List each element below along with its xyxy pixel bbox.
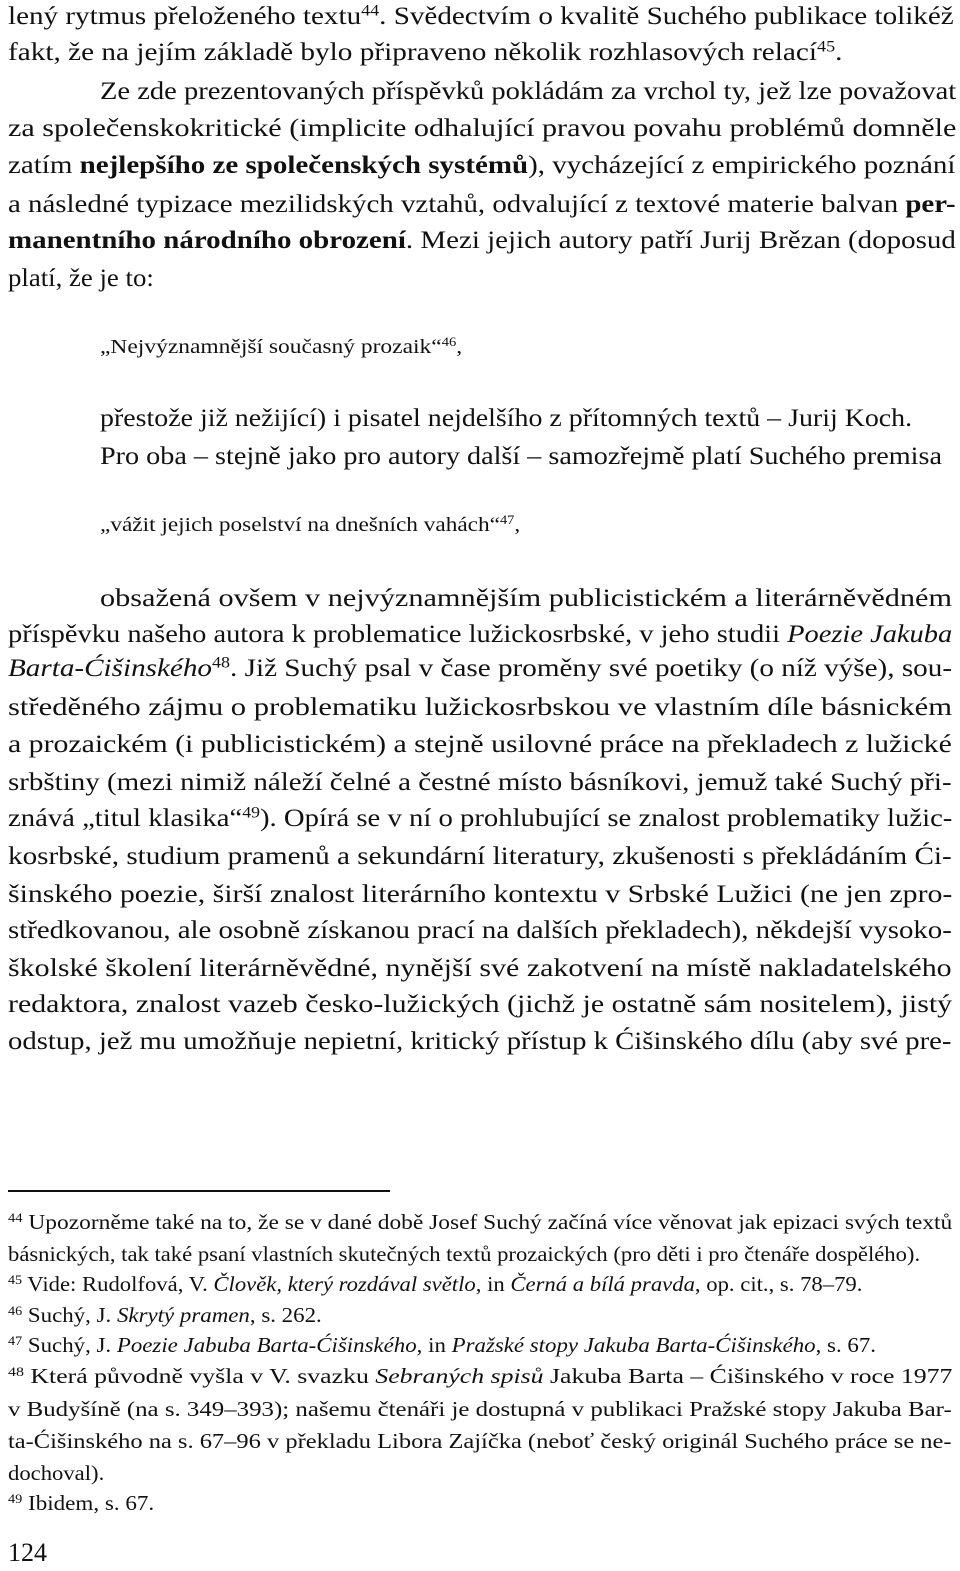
body-line (8, 191, 956, 217)
footnote-ref[interactable]: 47 (8, 1332, 23, 1348)
text-run: Která původně vyšla v V. svazku (23, 1364, 376, 1388)
text-run: per- (905, 189, 956, 218)
body-line (8, 694, 952, 720)
footnote-ref[interactable]: 46 (441, 335, 457, 350)
body-line (8, 39, 842, 65)
body-line (8, 731, 952, 757)
text-run: . Již Suchý psal v čase proměny své poetiky (o níž výše), sou- (230, 653, 953, 682)
text-run: lený rytmus přeloženého textu (8, 1, 362, 30)
body-line (100, 585, 952, 611)
text-run: Sebraných spisů (375, 1364, 544, 1388)
text-run: a následné typizace mezilidských vztahů, odvalující z textové materie balvan (8, 189, 906, 218)
text-run: šinského poezie, širší znalost literárního kontextu v Srbské Lužici (ne jen zpro- (8, 879, 953, 908)
footnote-line (8, 1209, 953, 1234)
footnote-ref[interactable]: 49 (8, 1490, 23, 1506)
body-line (8, 881, 952, 907)
text-run: Suchý, J. (22, 1303, 117, 1327)
text-run: fakt, že na jejím základě bylo připraveno několik rozhlasových relací (8, 37, 818, 66)
text-run: v Budyšíně (na s. 349–393); našemu čtenáři je dostupná v publikaci Pražské stopy Jakuba Bar- (8, 1397, 952, 1421)
text-run: přestože již nežijící) i pisatel nejdelšího z přítomných textů – Jurij Koch. (100, 403, 913, 432)
text-run: Černá a bílá pravda (510, 1272, 695, 1296)
body-line (8, 805, 952, 831)
body-line (8, 955, 952, 981)
text-run: Člověk, který rozdával světlo (213, 1272, 476, 1296)
footnote-line (8, 1302, 322, 1327)
text-run: . (835, 37, 843, 66)
footnote-rule (8, 1190, 390, 1192)
text-run: ta-Ćišinského na s. 67–96 v překladu Libora Zajíčka (neboť český originál Suchého práce se ne- (8, 1429, 952, 1453)
body-line (100, 443, 942, 469)
text-run: „Nejvýznamnější současný prozaik“ (100, 336, 442, 358)
body-line (8, 769, 952, 795)
footnote-ref[interactable]: 47 (499, 513, 515, 528)
text-run: znává „titul klasika“ (8, 803, 243, 832)
block-quote (100, 515, 520, 536)
text-run: redaktora, znalost vazeb česko-lužických (jichž je ostatně sám nositelem), jistý (8, 989, 953, 1018)
footnote-ref[interactable]: 44 (8, 1209, 23, 1225)
text-run: „vážit jejich poselství na dnešních vahách“ (100, 514, 500, 536)
text-run: odstup, jež mu umožňuje nepietní, kritický přístup k Ćišinského dílu (aby své pre- (8, 1026, 952, 1055)
text-run: , in (416, 1333, 452, 1357)
text-run: Poezie Jabuba Barta-Ćišinského (116, 1333, 417, 1357)
footnote-ref[interactable]: 48 (212, 654, 231, 672)
text-run: , op. cit., s. 78–79. (694, 1272, 863, 1296)
text-run: a prozaickém (i publicistickém) a stejně usilovné práce na překladech z lužické (8, 729, 952, 758)
footnote-ref[interactable]: 49 (242, 804, 260, 822)
body-line (8, 3, 954, 29)
footnote-line (8, 1332, 876, 1357)
body-line (8, 115, 956, 141)
text-run: Barta-Ćišinského (8, 653, 213, 682)
text-run: ), vycházející z empirického poznání (528, 150, 956, 179)
footnote-ref[interactable]: 44 (361, 2, 380, 20)
footnote-line (8, 1363, 953, 1388)
text-run: , s. 67. (815, 1333, 876, 1357)
footnote-line (8, 1431, 952, 1452)
text-run: Vide: Rudolfová, V. (22, 1272, 214, 1296)
text-run: Upozorněme také na to, že se v dané době Josef Suchý začíná více věnovat jak epizaci svých textů (22, 1210, 953, 1234)
text-run: školské školení literárněvědné, nynější své zakotvení na místě nakladatelského (8, 953, 952, 982)
footnote-line (8, 1271, 863, 1296)
text-run: , s. 262. (249, 1303, 322, 1327)
text-run: , (514, 514, 521, 536)
footnote-ref[interactable]: 48 (8, 1363, 24, 1379)
body-line (8, 917, 952, 943)
text-run: dochoval). (8, 1461, 105, 1485)
body-line (100, 405, 912, 431)
text-run: Ibidem, s. 67. (22, 1491, 155, 1515)
text-run: . Mezi jejich autory patří Jurij Brězan (doposud (405, 225, 956, 254)
body-line (8, 655, 952, 681)
text-run: nejlepšího ze společenských systémů (79, 150, 529, 179)
body-line (8, 265, 154, 291)
text-run: Poezie Jakuba (787, 619, 953, 648)
footnote-line (8, 1463, 104, 1484)
text-run: Jakuba Barta – Ćišinského v roce 1977 (543, 1364, 953, 1388)
text-run: Pro oba – stejně jako pro autory další – samozřejmě platí Suchého premisa (100, 441, 942, 470)
footnote-line (8, 1399, 952, 1420)
text-run: Suchý, J. (22, 1333, 117, 1357)
text-run: ). Opírá se v ní o prohlubující se znalost problematiky lužic- (259, 803, 953, 832)
page-number: 124 (8, 1538, 47, 1567)
text-run: zatím (8, 150, 80, 179)
body-line (8, 843, 952, 869)
body-line (8, 621, 952, 647)
text-run: za společenskokritické (implicite odhalující pravou povahu problémů domněle (8, 113, 957, 142)
text-run: Skrytý pramen (116, 1303, 250, 1327)
text-run: manentního národního obrození (8, 225, 406, 254)
text-run: Ze zde prezentovaných příspěvků pokládám za vrchol ty, jež lze považovat (100, 76, 957, 105)
footnote-ref[interactable]: 45 (8, 1271, 23, 1287)
text-run: příspěvku našeho autora k problematice lužickosrbské, v jeho studii (8, 619, 788, 648)
body-line (8, 227, 956, 253)
text-run: Pražské stopy Jakuba Barta-Ćišinského (451, 1333, 816, 1357)
body-line (8, 991, 952, 1017)
text-run: platí, že je to: (8, 263, 154, 292)
text-run: . Svědectvím o kvalitě Suchého publikace tolikéž (379, 1, 954, 30)
body-line (8, 152, 955, 178)
text-run: středkovanou, ale osobně získanou prací na dalších překladech), někdejší vysoko- (8, 915, 952, 944)
text-run: středěného zájmu o problematiku lužickosrbskou ve vlastním díle básnickém (8, 692, 953, 721)
text-run: , (456, 336, 463, 358)
body-line (8, 1028, 951, 1054)
footnote-line (8, 1244, 920, 1265)
text-run: básnických, tak také psaní vlastních skutečných textů prozaických (pro děti i pro čtenáře dospělého). (8, 1242, 921, 1266)
footnote-ref[interactable]: 45 (817, 38, 836, 56)
text-run: obsažená ovšem v nejvýznamnějším publicistickém a literárněvědném (100, 583, 952, 612)
block-quote (100, 337, 462, 358)
body-line (100, 78, 956, 104)
text-run: srbštiny (mezi nimiž náleží čelné a čestné místo básníkovi, jemuž také Suchý při- (8, 767, 952, 796)
footnote-ref[interactable]: 46 (8, 1302, 23, 1318)
text-run: kosrbské, studium pramenů a sekundární literatury, zkušenosti s překládáním Ći- (8, 841, 952, 870)
text-run: , in (475, 1272, 511, 1296)
footnote-line (8, 1490, 155, 1515)
